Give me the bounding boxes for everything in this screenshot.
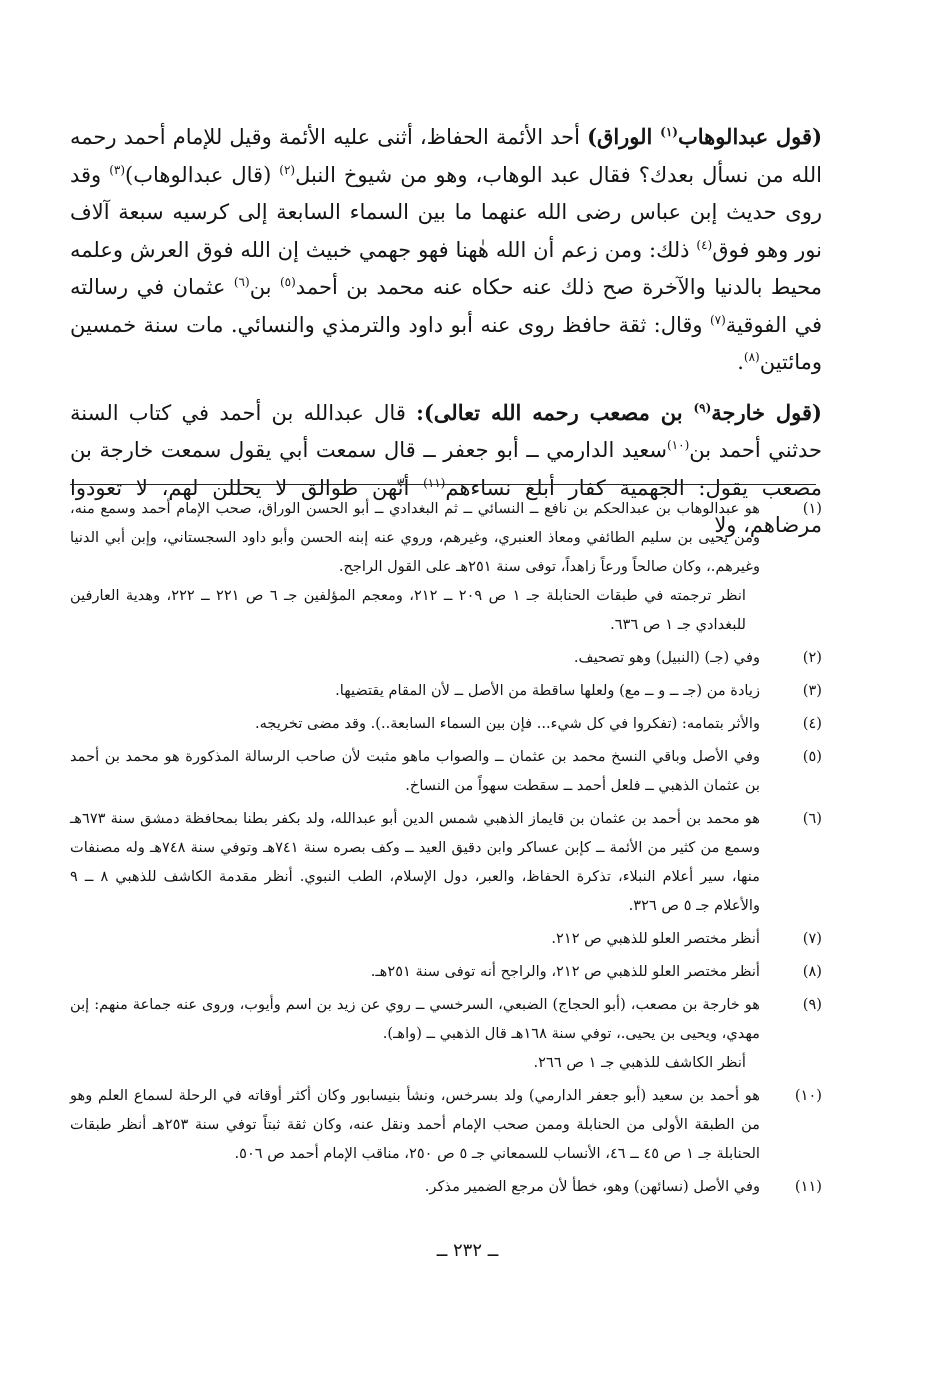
footnote-6	[70, 804, 822, 920]
footnote-reference: أنظر الكاشف للذهبي جـ ١ ص ٢٦٦.	[533, 1054, 746, 1071]
footnote-ref-4: (٤)	[696, 237, 713, 252]
footnote-number: (٩)	[802, 996, 822, 1013]
footnote-number: (٧)	[802, 930, 822, 947]
footnote-text: زيادة من (جـ ــ و ــ مع) ولعلها ساقطة من الأصل ــ لأن المقام يقتضيها.	[335, 682, 760, 699]
footnote-10	[70, 1081, 822, 1168]
footnote-number: (٥)	[802, 748, 822, 765]
footnote-2	[70, 643, 822, 672]
footnote-ref-8: (٨)	[743, 350, 760, 364]
footnote-text: هو خارجة بن مصعب، (أبو الحجاج) الضبعي، السرخسي ــ روي عن زيد بن اسم وأيوب، وروى عنه جماعة منهم: إبن مهدي، ويحيى بن يحيى.، توفي سنة ١٦٨هـ قال الذهبي ــ (واهـ).	[70, 996, 760, 1042]
footnote-number: (٨)	[802, 963, 822, 980]
footnote-number: (١١)	[794, 1178, 822, 1195]
footnote-ref-7: (٧)	[709, 312, 726, 327]
footnote-ref-1: (١)	[660, 125, 678, 139]
footnotes	[70, 494, 822, 1205]
footnote-ref-6: (٦)	[233, 275, 250, 289]
paragraph-lead: (قول عبدالوهاب$^{(١)}$ الوراق)	[587, 124, 823, 149]
footnote-number: (٤)	[802, 715, 822, 732]
footnote-text: وفي (جـ) (النبيل) وهو تصحيف.	[573, 649, 760, 666]
footnote-number: (١٠)	[794, 1087, 822, 1104]
footnote-text: والأثر بتمامه: (تفكروا في كل شيء... فإن بين السماء السابعة..). وقد مضى تخريجه.	[254, 715, 760, 732]
footnote-9	[70, 990, 822, 1077]
footnote-reference: انظر ترجمته في طبقات الحنابلة جـ ١ ص ٢٠٩ ــ ٢١٢، ومعجم المؤلفين جـ ٦ ص ٢٢١ ــ ٢٢٢، وهدية العارفين للبغدادي جـ ١ ص ٦٣٦.	[70, 587, 746, 633]
footnote-separator	[70, 484, 816, 485]
footnote-8	[70, 957, 822, 986]
footnote-ref-11: (١١)	[423, 475, 446, 490]
footnote-text: هو عبدالوهاب بن عبدالحكم بن نافع ــ النسائي ــ ثم البغدادي ــ أبو الحسن الوراق، صحب الإمام أحمد وسمع منه، ومن يحيى بن سليم الطائفي ومعاذ العنبري، وغيرهم، وروي عنه إبنه الحسن وأبو داود السجستاني، وإبن أبي الدنيا وغيرهم.، وكان صالحاً ورعاً زاهداً، توفى سنة ٢٥١هـ على القول الراجح.	[70, 500, 760, 575]
paragraph-kharija: (قول خارجة$^{(٩)}$ بن مصعب رحمه الله تعالى): قال عبدالله بن أحمد في كتاب السنة حدثني أحمد بن$^{(١٠)}$سعيد الدارمي ــ أبو جعفر ــ قال سمعت أبي يقول سمعت خارجة بن مصعب يقول: الجهمية كفار أبلغ نساءهم$^{(١١)}$ أنّهن طوالق لا يحللن لهم، لا تعودوا مرضاهم، ولا	[70, 399, 823, 537]
footnote-number: (٢)	[802, 649, 822, 666]
page-number: ــ ٢٣٢ ــ	[436, 1240, 499, 1261]
footnote-text: أنظر مختصر العلو للذهبي ص ٢١٢.	[551, 930, 760, 947]
footnote-ref-5: (٥)	[279, 275, 296, 289]
footnote-number: (٦)	[802, 810, 822, 827]
paragraph-lead: (قول خارجة$^{(٩)}$ بن مصعب رحمه الله تعالى):	[416, 399, 822, 425]
footnote-3	[70, 676, 822, 705]
footnote-ref-10: (١٠)	[666, 438, 690, 452]
footnote-1	[70, 494, 822, 639]
footnote-7	[70, 924, 822, 953]
footnote-text: أنظر مختصر العلو للذهبي ص ٢١٢، والراجح أنه توفى سنة ٢٥١هـ.	[370, 963, 760, 980]
footnote-number: (١)	[802, 500, 822, 517]
footnote-4	[70, 709, 822, 738]
paragraph-abdulwahhab: (قول عبدالوهاب$^{(١)}$ الوراق) أحد الأئمة الحفاظ، أثنى عليه الأئمة وقيل للإمام أحمد رحمه الله من نسأل بعدك؟ فقال عبد الوهاب، وهو من شيوخ النبل$^{(٢)}$ (قال عبدالوهاب)$^{(٣)}$ وقد روى حديث إبن عباس رضى الله عنهما ما بين السماء السابعة إلى كرسيه سبعة آلاف نور وهو فوق$^{(٤)}$ ذلك: ومن زعم أن الله هٰهنا فهو جهمي خبيث إن الله فوق العرش وعلمه محيط بالدنيا والآخرة صح ذلك عنه حكاه عنه محمد بن أحمد$^{(٥)}$ بن$^{(٦)}$ عثمان في رسالته في الفوقية$^{(٧)}$ وقال: ثقة حافظ روى عنه أبو داود والترمذي والنسائي. مات سنة خمسين ومائتين$^{(٨)}$.	[70, 124, 823, 374]
main-text	[70, 118, 822, 545]
footnote-text: وفي الأصل (نسائهن) وهو، خطأ لأن مرجع الضمير مذكر.	[424, 1178, 760, 1195]
footnote-text: وفي الأصل وباقي النسخ محمد بن عثمان ــ والصواب ماهو مثبت لأن صاحب الرسالة المذكورة هو محمد بن أحمد بن عثمان الذهبي ــ فلعل أحمد ــ سقطت سهواً من النساخ.	[70, 748, 760, 794]
footnote-text: هو محمد بن أحمد بن عثمان بن قايماز الذهبي شمس الدين أبو عبدالله، ولد بكفر بطنا بمحافظة دمشق سنة ٦٧٣هـ وسمع من كثير من الأئمة ــ كإبن عساكر وابن دقيق العيد ــ وكف بصره سنة ٧٤١هـ وتوفي سنة ٧٤٨هـ وله مصنفات منها، سير أعلام النبلاء، تذكرة الحفاظ، والعبر، دول الإسلام، الطب النبوي. أنظر مقدمة الكاشف للذهبي ٨ ــ ٩ والأعلام جـ ٥ ص ٣٢٦.	[70, 810, 761, 914]
footnote-ref-2: (٢)	[279, 162, 296, 177]
footnote-number: (٣)	[802, 682, 822, 699]
footnote-11	[70, 1172, 822, 1201]
footnote-ref-3: (٣)	[109, 162, 126, 177]
footnote-5	[70, 742, 822, 800]
footnote-ref-9: (٩)	[693, 400, 712, 415]
footnote-text: هو أحمد بن سعيد (أبو جعفر الدارمي) ولد بسرخس، ونشأ بنيسابور وكان أكثر أوقاته في الرحلة لسماع العلم وهو من الطبقة الأولى من الحنابلة وممن صحب الإمام أحمد ونقل عنه، وكان ثقة ثبتاً توفي سنة ٢٥٣هـ أنظر طبقات الحنابلة جـ ١ ص ٤٥ ــ ٤٦، الأنساب للسمعاني جـ ٥ ص ٢٥٠، مناقب الإمام أحمد ص ٥٠٦.	[70, 1087, 761, 1162]
